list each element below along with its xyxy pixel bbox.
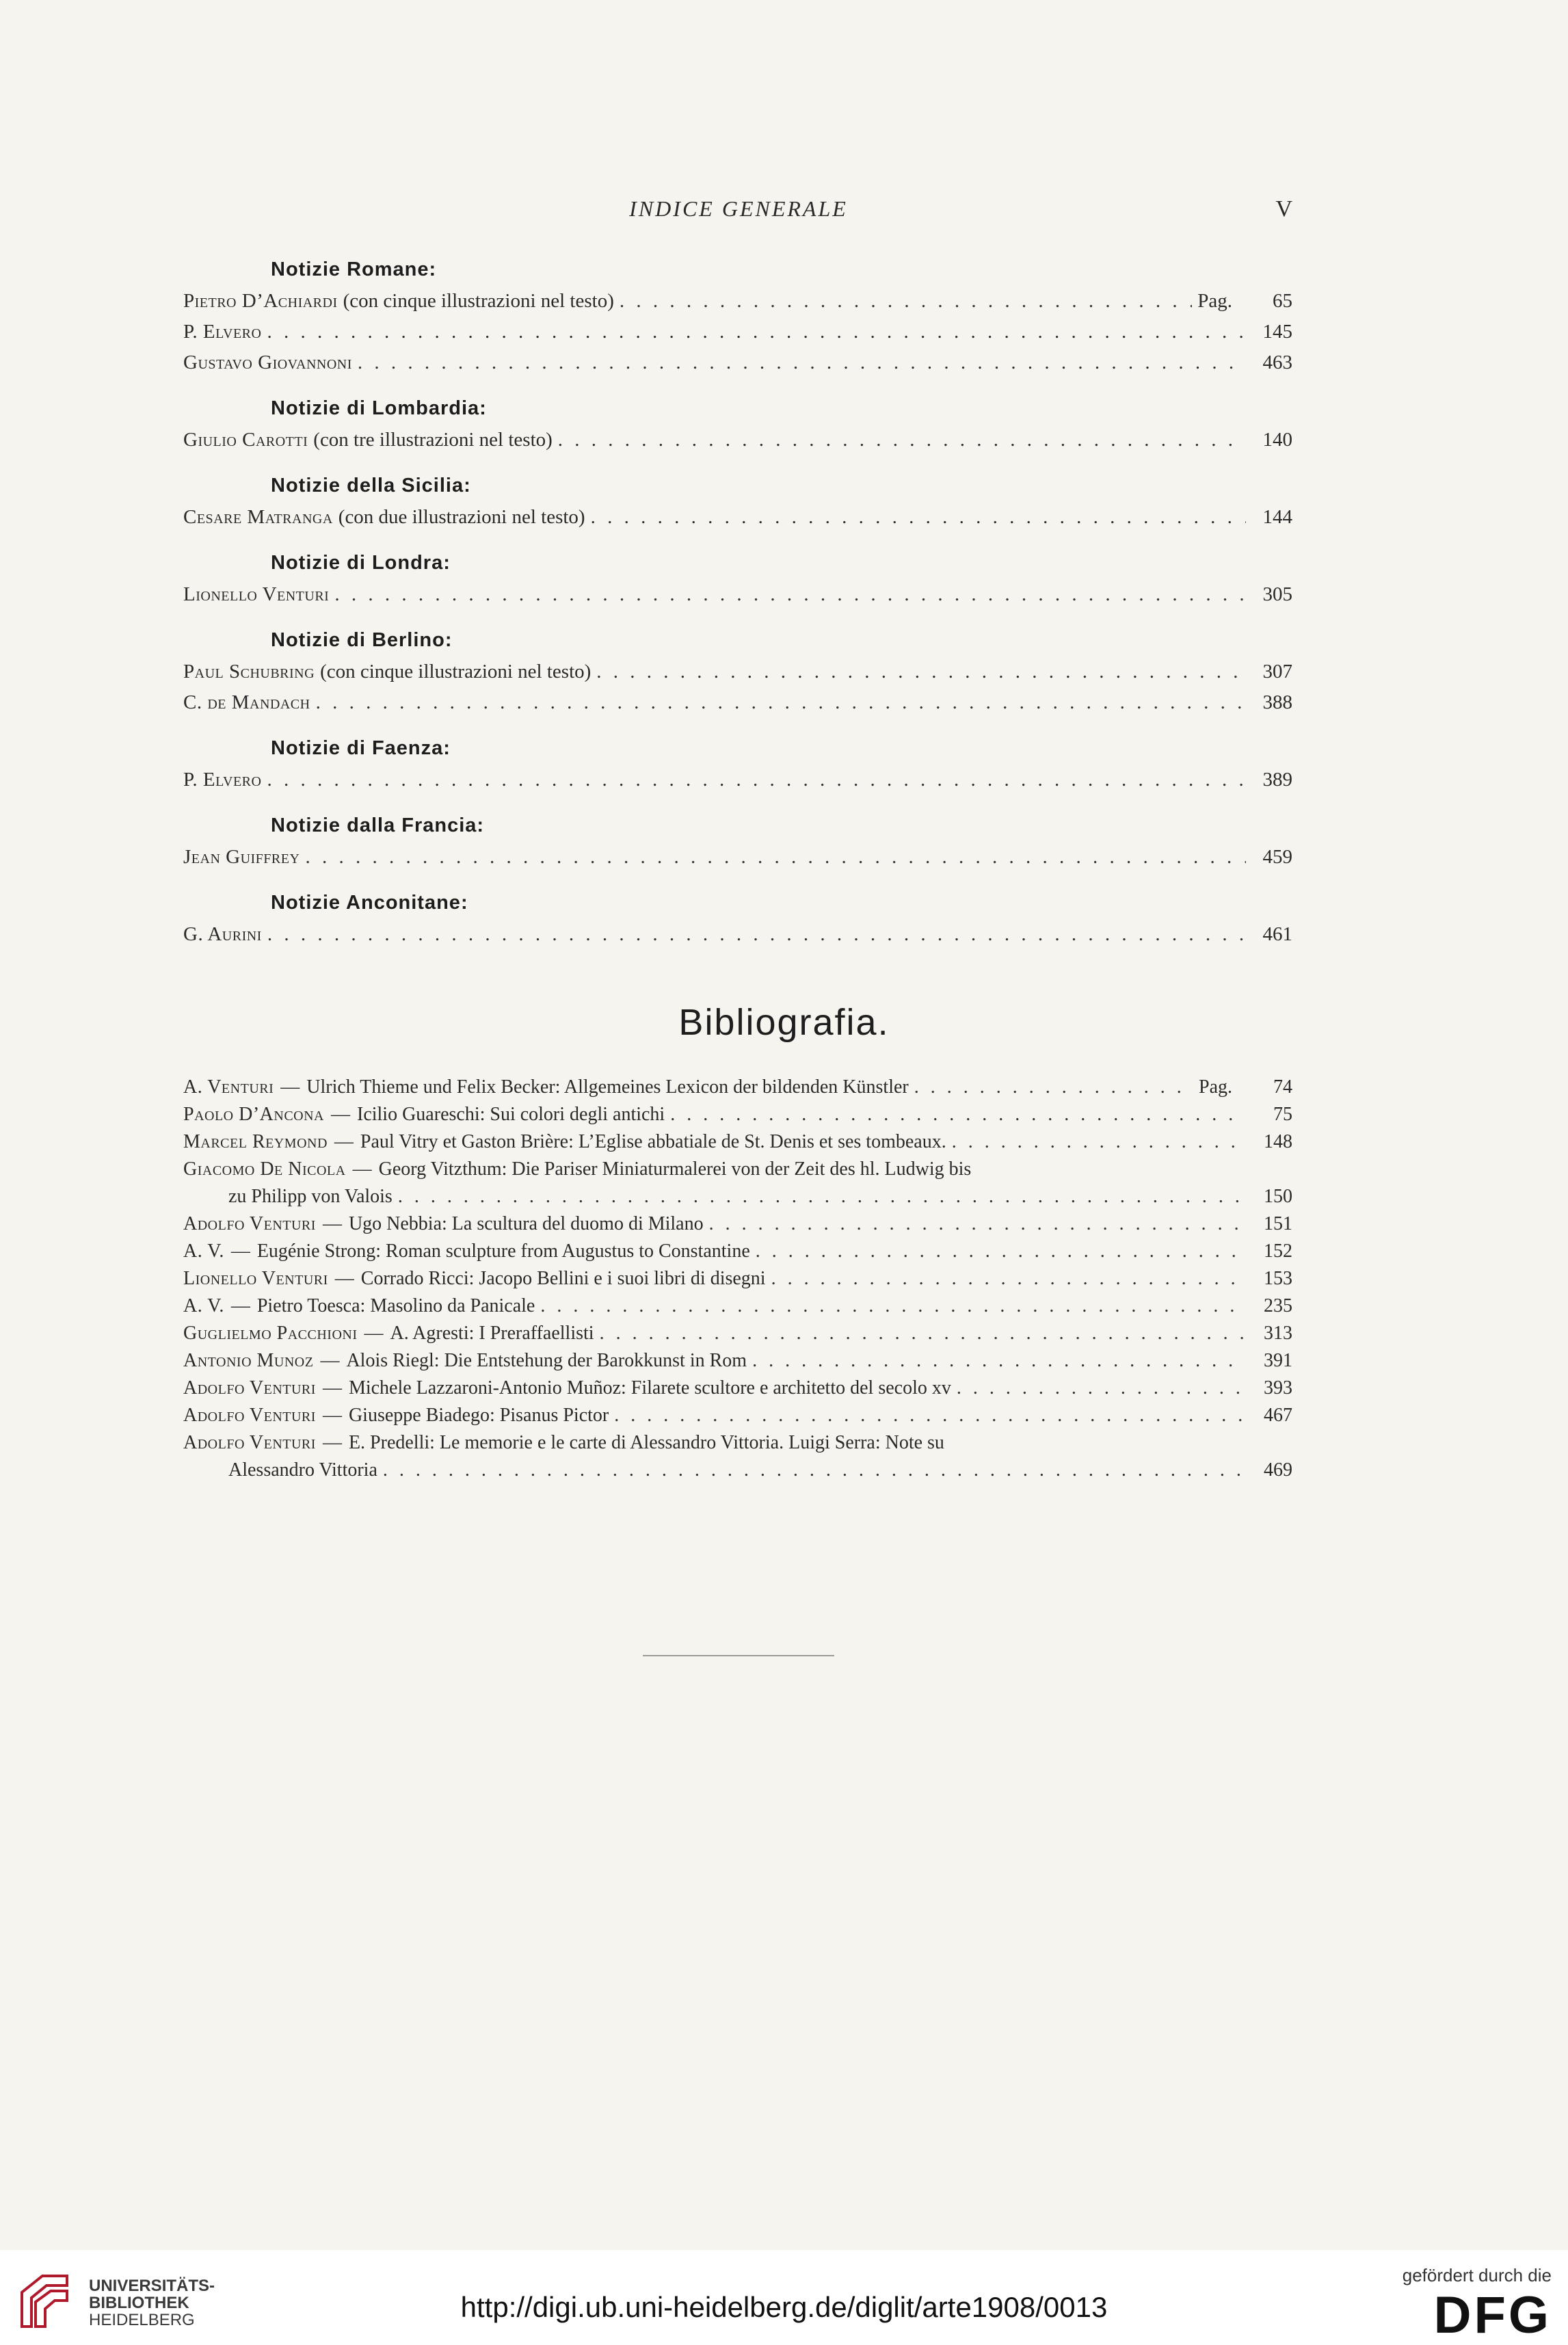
running-title: INDICE GENERALE xyxy=(629,196,848,221)
toc-entry[interactable] xyxy=(183,425,1292,455)
entry-page: 75 xyxy=(1273,1104,1292,1125)
entry-text-continued: zu Philipp von Valois xyxy=(228,1186,393,1207)
entry-note: (con cinque illustrazioni nel testo) xyxy=(320,661,592,683)
entry-author: Paul Schubring xyxy=(183,661,315,683)
library-line-1: UNIVERSITÄTS- xyxy=(89,2277,215,2295)
biblio-entry[interactable] xyxy=(183,1402,1292,1429)
leader-dots xyxy=(316,687,1246,718)
library-line-2: BIBLIOTHEK xyxy=(89,2294,189,2312)
biblio-entry[interactable] xyxy=(183,1347,1292,1375)
entry-author: Gustavo Giovannoni xyxy=(183,352,352,373)
leader-dots xyxy=(558,425,1246,455)
entry-author: Jean Guiffrey xyxy=(183,846,300,868)
entry-note: (con tre illustrazioni nel testo) xyxy=(313,429,553,451)
entry-text: Ulrich Thieme und Felix Becker: Allgemeines Lexicon der bildenden Künstler xyxy=(306,1076,909,1098)
dash: — xyxy=(331,1104,350,1125)
biblio-entry[interactable] xyxy=(183,1320,1292,1347)
entry-author: Antonio Munoz xyxy=(183,1350,314,1371)
leader-dots xyxy=(614,1402,1246,1429)
biblio-entry[interactable] xyxy=(183,1101,1292,1128)
entry-page: 459 xyxy=(1262,846,1292,868)
entry-author: C. de Mandach xyxy=(183,691,310,713)
toc-entry[interactable] xyxy=(183,579,1292,610)
notizie-list xyxy=(183,253,1292,950)
entry-text: Eugénie Strong: Roman sculpture from Augustus to Constantine xyxy=(256,1241,750,1262)
funder-label: gefördert durch die xyxy=(1402,2265,1552,2286)
biblio-entry[interactable] xyxy=(183,1293,1292,1320)
entry-page: 151 xyxy=(1264,1213,1292,1234)
biblio-entry[interactable] xyxy=(183,1429,1292,1457)
entry-text-continued: Alessandro Vittoria xyxy=(228,1459,377,1481)
entry-page: 463 xyxy=(1262,352,1292,373)
entry-author: Paolo D’Ancona xyxy=(183,1104,324,1125)
leader-dots xyxy=(591,502,1246,533)
entry-text: E. Predelli: Le memorie e le carte di Alessandro Vittoria. Luigi Serra: Note su xyxy=(348,1432,944,1453)
entry-author: Pietro D’Achiardi xyxy=(183,290,338,312)
section-heading: Notizie Romane: xyxy=(271,259,437,280)
entry-author: Lionello Venturi xyxy=(183,1268,328,1289)
entry-page: 389 xyxy=(1262,769,1292,791)
dash: — xyxy=(334,1131,354,1152)
biblio-entry[interactable] xyxy=(183,1265,1292,1293)
dash: — xyxy=(322,1377,342,1399)
entry-page: 153 xyxy=(1264,1268,1292,1289)
entry-author: Marcel Reymond xyxy=(183,1131,328,1152)
toc-entry[interactable] xyxy=(183,502,1292,533)
toc-entry[interactable] xyxy=(183,286,1292,317)
dash: — xyxy=(230,1295,250,1316)
section-heading: Notizie di Faenza: xyxy=(271,737,451,759)
entry-author: Giacomo De Nicola xyxy=(183,1158,346,1180)
entry-page: 144 xyxy=(1262,506,1292,528)
pag-label: Pag. xyxy=(1199,1076,1232,1098)
entry-page: 140 xyxy=(1262,429,1292,451)
dfg-logo: DFG xyxy=(1433,2286,1552,2344)
entry-page: 65 xyxy=(1273,290,1292,312)
entry-text: Michele Lazzaroni-Antonio Muñoz: Filarete scultore e architetto del secolo xv xyxy=(348,1377,951,1399)
entry-note: (con cinque illustrazioni nel testo) xyxy=(343,290,614,312)
leader-dots xyxy=(358,347,1246,378)
leader-dots xyxy=(305,842,1246,873)
dash: — xyxy=(280,1076,300,1098)
toc-entry[interactable] xyxy=(183,919,1292,950)
dash: — xyxy=(322,1432,342,1453)
page-number: V xyxy=(1275,196,1292,222)
leader-dots xyxy=(952,1128,1246,1156)
entry-author: A. Venturi xyxy=(183,1076,274,1098)
section-heading: Notizie di Londra: xyxy=(271,552,451,574)
entry-text: Corrado Ricci: Jacopo Bellini e i suoi libri di disegni xyxy=(360,1268,766,1289)
section-heading: Notizie della Sicilia: xyxy=(271,475,471,496)
biblio-entry[interactable] xyxy=(183,1238,1292,1265)
section-heading: Notizie di Lombardia: xyxy=(271,397,487,419)
entry-note: (con due illustrazioni nel testo) xyxy=(338,506,585,528)
leader-dots xyxy=(709,1210,1246,1238)
entry-page: 469 xyxy=(1264,1459,1292,1481)
entry-page: 313 xyxy=(1264,1323,1292,1344)
biblio-entry[interactable] xyxy=(183,1210,1292,1238)
entry-page: 393 xyxy=(1264,1377,1292,1399)
toc-entry[interactable] xyxy=(183,657,1292,687)
entry-text: A. Agresti: I Preraffaellisti xyxy=(390,1323,594,1344)
bibliography-list xyxy=(183,1074,1292,1484)
entry-page: 150 xyxy=(1264,1186,1292,1207)
leader-dots xyxy=(771,1265,1246,1293)
biblio-entry[interactable] xyxy=(183,1156,1292,1183)
entry-page: 145 xyxy=(1262,321,1292,343)
entry-page: 391 xyxy=(1264,1350,1292,1371)
entry-page: 152 xyxy=(1264,1241,1292,1262)
leader-dots xyxy=(600,1320,1246,1347)
entry-author: G. Aurini xyxy=(183,923,262,945)
leader-dots xyxy=(540,1293,1246,1320)
entry-page: 388 xyxy=(1262,691,1292,713)
footer-bar xyxy=(0,2250,1568,2345)
entry-text: Icilio Guareschi: Sui colori degli antichi xyxy=(357,1104,665,1125)
entry-text: Georg Vitzthum: Die Pariser Miniaturmalerei von der Zeit des hl. Ludwig bis xyxy=(378,1158,972,1180)
toc-entry[interactable] xyxy=(183,765,1292,795)
entry-page: 461 xyxy=(1262,923,1292,945)
toc-entry[interactable] xyxy=(183,347,1292,378)
section-heading: Notizie dalla Francia: xyxy=(271,814,485,836)
dash: — xyxy=(320,1350,340,1371)
entry-page: 74 xyxy=(1273,1076,1292,1098)
entry-author: Adolfo Venturi xyxy=(183,1432,316,1453)
leader-dots xyxy=(267,317,1246,347)
section-heading: Notizie Anconitane: xyxy=(271,892,468,914)
bibliography-heading: Bibliografia. xyxy=(678,1002,890,1043)
entry-author: A. V. xyxy=(183,1295,224,1316)
entry-author: Guglielmo Pacchioni xyxy=(183,1323,358,1344)
dash: — xyxy=(230,1241,250,1262)
entry-author: Lionello Venturi xyxy=(183,583,330,605)
entry-page: 467 xyxy=(1264,1405,1292,1426)
toc-entry[interactable] xyxy=(183,842,1292,873)
entry-text: Giuseppe Biadego: Pisanus Pictor xyxy=(348,1405,609,1426)
entry-text: Ugo Nebbia: La scultura del duomo di Milano xyxy=(348,1213,704,1234)
leader-dots xyxy=(398,1183,1246,1210)
biblio-entry[interactable] xyxy=(183,1375,1292,1402)
leader-dots xyxy=(752,1347,1246,1375)
entry-text: Alois Riegl: Die Entstehung der Barokkunst in Rom xyxy=(346,1350,747,1371)
biblio-entry-continuation[interactable] xyxy=(183,1457,1292,1484)
entry-author: P. Elvero xyxy=(183,769,262,791)
biblio-entry-continuation[interactable] xyxy=(183,1183,1292,1210)
pag-label: Pag. xyxy=(1197,290,1232,312)
toc-entry[interactable] xyxy=(183,687,1292,718)
leader-dots xyxy=(620,286,1192,317)
leader-dots xyxy=(383,1457,1246,1484)
entry-page: 148 xyxy=(1264,1131,1292,1152)
entry-author: Giulio Carotti xyxy=(183,429,308,451)
leader-dots xyxy=(596,657,1246,687)
source-url-link[interactable]: http://digi.ub.uni-heidelberg.de/diglit/arte1908/0013 xyxy=(460,2291,1108,2323)
leader-dots xyxy=(267,919,1246,950)
entry-page: 307 xyxy=(1262,661,1292,683)
entry-author: Adolfo Venturi xyxy=(183,1405,316,1426)
entry-author: A. V. xyxy=(183,1241,224,1262)
entry-author: Adolfo Venturi xyxy=(183,1213,316,1234)
leader-dots xyxy=(957,1375,1246,1402)
entry-author: P. Elvero xyxy=(183,321,262,343)
entry-page: 235 xyxy=(1264,1295,1292,1316)
leader-dots xyxy=(334,579,1246,610)
entry-text: Paul Vitry et Gaston Brière: L’Eglise abbatiale de St. Denis et ses tombeaux. xyxy=(360,1131,946,1152)
toc-entry[interactable] xyxy=(183,317,1292,347)
entry-text: Pietro Toesca: Masolino da Panicale xyxy=(256,1295,535,1316)
end-rule xyxy=(643,1655,834,1656)
library-line-3: HEIDELBERG xyxy=(89,2311,195,2329)
biblio-entry[interactable] xyxy=(183,1128,1292,1156)
dash: — xyxy=(322,1405,342,1426)
dash: — xyxy=(322,1213,342,1234)
leader-dots xyxy=(756,1238,1246,1265)
section-heading: Notizie di Berlino: xyxy=(271,629,453,651)
entry-page: 305 xyxy=(1262,583,1292,605)
dash: — xyxy=(334,1268,354,1289)
dash: — xyxy=(364,1323,384,1344)
entry-author: Cesare Matranga xyxy=(183,506,333,528)
leader-dots xyxy=(267,765,1246,795)
dash: — xyxy=(352,1158,372,1180)
running-head xyxy=(185,196,1292,230)
biblio-entry[interactable] xyxy=(183,1074,1292,1101)
leader-dots xyxy=(670,1101,1246,1128)
entry-author: Adolfo Venturi xyxy=(183,1377,316,1399)
leader-dots xyxy=(914,1074,1193,1101)
